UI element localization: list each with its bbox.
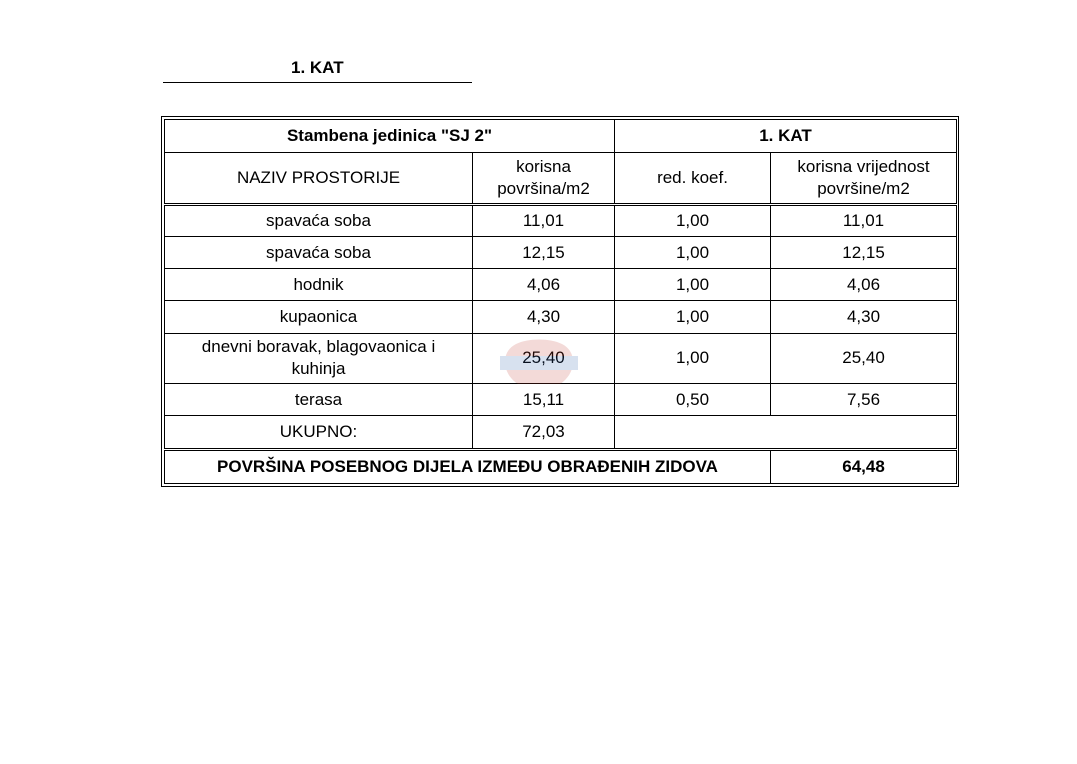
room-value: 12,15 <box>771 236 957 268</box>
col-header-usable-area <box>473 153 615 204</box>
col-header-room-name: NAZIV PROSTORIJE <box>165 153 473 204</box>
room-area: 25,40 <box>473 333 615 383</box>
column-header-row <box>165 153 957 204</box>
summary-label: POVRŠINA POSEBNOG DIJELA IZMEĐU OBRAĐENIH ZIDOVA <box>165 449 771 483</box>
room-name: spavaća soba <box>165 236 473 268</box>
area-table-frame <box>161 116 959 487</box>
room-area: 12,15 <box>473 236 615 268</box>
col-header-usable-value-line2: površine/m2 <box>817 178 910 198</box>
room-name: kupaonica <box>165 301 473 333</box>
room-coef: 1,00 <box>615 301 771 333</box>
room-value: 7,56 <box>771 384 957 416</box>
room-coef: 1,00 <box>615 236 771 268</box>
room-area: 4,30 <box>473 301 615 333</box>
summary-row <box>165 449 957 483</box>
col-header-usable-value-line1: korisna vrijednost <box>797 156 930 176</box>
col-header-reduction-coef: red. koef. <box>615 153 771 204</box>
room-name: terasa <box>165 384 473 416</box>
room-name: spavaća soba <box>165 204 473 236</box>
room-name-line1: dnevni boravak, blagovaonica i <box>201 337 436 357</box>
summary-value: 64,48 <box>771 449 957 483</box>
table-row <box>165 269 957 301</box>
room-value: 25,40 <box>771 333 957 383</box>
room-value: 11,01 <box>771 204 957 236</box>
total-empty-cell <box>615 416 957 449</box>
room-name: hodnik <box>165 269 473 301</box>
area-table <box>164 119 957 484</box>
floor-label: 1. KAT <box>615 120 957 153</box>
col-header-usable-area-line1: korisna <box>516 156 571 176</box>
total-area: 72,03 <box>473 416 615 449</box>
room-name-line2: kuhinja <box>291 359 346 379</box>
room-area: 4,06 <box>473 269 615 301</box>
total-label: UKUPNO: <box>165 416 473 449</box>
col-header-usable-value <box>771 153 957 204</box>
room-coef: 1,00 <box>615 204 771 236</box>
room-coef: 1,00 <box>615 269 771 301</box>
unit-label: Stambena jedinica "SJ 2" <box>165 120 615 153</box>
total-row <box>165 416 957 449</box>
col-header-usable-area-line2: površina/m2 <box>497 178 590 198</box>
room-coef: 1,00 <box>615 333 771 383</box>
floor-heading <box>163 54 472 83</box>
table-row <box>165 384 957 416</box>
room-coef: 0,50 <box>615 384 771 416</box>
table-row <box>165 333 957 383</box>
floor-heading-text: 1. KAT <box>291 58 344 77</box>
table-row <box>165 236 957 268</box>
table-row <box>165 204 957 236</box>
table-title-row <box>165 120 957 153</box>
room-area: 15,11 <box>473 384 615 416</box>
room-value: 4,30 <box>771 301 957 333</box>
room-name <box>165 333 473 383</box>
table-row <box>165 301 957 333</box>
room-area: 11,01 <box>473 204 615 236</box>
room-value: 4,06 <box>771 269 957 301</box>
